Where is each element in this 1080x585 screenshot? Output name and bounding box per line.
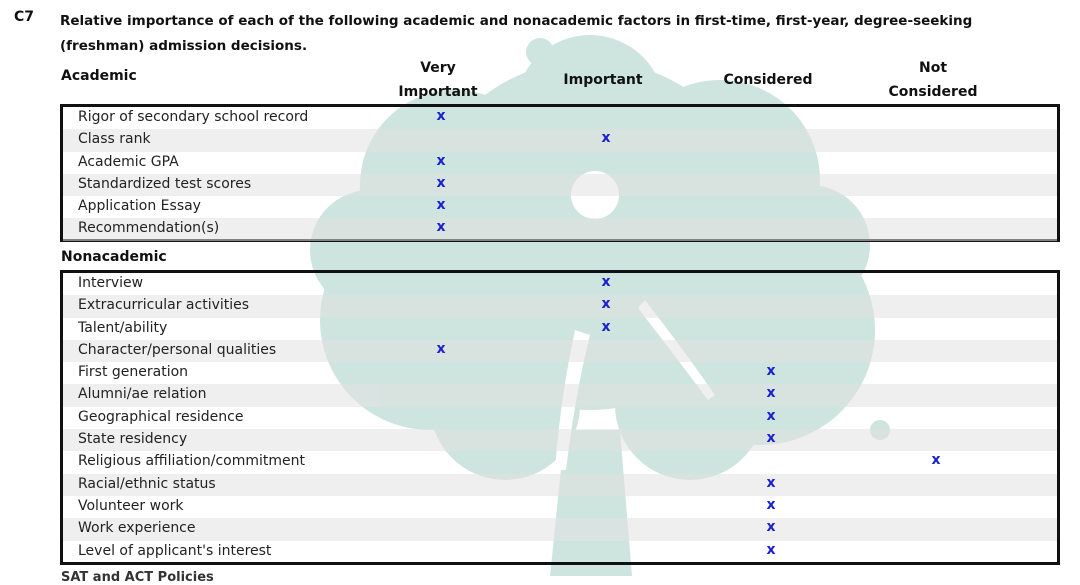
- rating-mark: x: [766, 519, 776, 536]
- rating-mark: x: [766, 496, 776, 513]
- rating-mark: x: [601, 130, 611, 147]
- rating-mark: x: [766, 541, 776, 558]
- next-section-heading: SAT and ACT Policies: [61, 570, 214, 585]
- rating-mark: x: [601, 296, 611, 313]
- factor-row: [63, 518, 1057, 540]
- factor-label: Interview: [78, 275, 144, 291]
- column-header-considered: Considered: [723, 72, 813, 88]
- rating-mark: x: [601, 318, 611, 335]
- factor-row: [63, 107, 1057, 129]
- factor-row: [63, 273, 1057, 295]
- rating-mark: x: [766, 430, 776, 447]
- rating-mark: x: [601, 274, 611, 290]
- factor-label: Level of applicant's interest: [78, 542, 272, 559]
- factor-label: Religious affiliation/commitment: [78, 453, 305, 470]
- factor-row: [63, 340, 1057, 362]
- factor-row: [63, 496, 1057, 518]
- rating-mark: x: [436, 219, 446, 236]
- factor-row: [63, 174, 1057, 196]
- nonacademic-factors-table: [60, 270, 1060, 565]
- factor-label: Standardized test scores: [78, 175, 252, 192]
- nonacademic-header: Nonacademic: [61, 249, 167, 265]
- factor-label: State residency: [78, 431, 188, 448]
- rating-mark: x: [766, 385, 776, 402]
- factor-row: [63, 295, 1057, 317]
- factor-row: [63, 318, 1057, 340]
- question-text: Relative importance of each of the following academic and nonacademic factors in first-time, first-year, degree-seeking (freshman) admission decisions.: [60, 13, 973, 54]
- factor-label: Alumni/ae relation: [78, 386, 207, 403]
- factor-label: Class rank: [78, 131, 151, 148]
- factor-label: Character/personal qualities: [78, 341, 277, 358]
- rating-mark: x: [436, 174, 446, 191]
- factor-row: [63, 429, 1057, 451]
- rating-mark: x: [766, 474, 776, 491]
- factor-label: First generation: [78, 364, 189, 381]
- factor-label: Recommendation(s): [78, 220, 220, 237]
- factor-label: Rigor of secondary school record: [78, 109, 309, 125]
- factor-label: Extracurricular activities: [78, 297, 250, 314]
- factor-row: [63, 362, 1057, 384]
- question-id: C7: [14, 9, 35, 25]
- column-header-important: Important: [563, 72, 643, 88]
- column-header-not-considered: Not Considered: [888, 60, 978, 100]
- rating-mark: x: [766, 407, 776, 424]
- rating-mark: x: [931, 452, 941, 469]
- academic-factors-table: [60, 104, 1060, 242]
- factor-label: Volunteer work: [78, 497, 184, 514]
- factor-label: Talent/ability: [78, 319, 168, 336]
- factor-label: Geographical residence: [78, 408, 244, 425]
- factor-label: Application Essay: [78, 198, 201, 215]
- factor-row: [63, 152, 1057, 174]
- rating-mark: x: [436, 340, 446, 357]
- rating-mark: x: [436, 197, 446, 214]
- factor-row: [63, 129, 1057, 151]
- factor-label: Racial/ethnic status: [78, 475, 216, 492]
- rating-mark: x: [766, 363, 776, 380]
- academic-header: Academic: [61, 68, 137, 84]
- factor-label: Work experience: [78, 520, 196, 537]
- factor-label: Academic GPA: [78, 153, 179, 170]
- column-header-very-important: Very Important: [398, 60, 478, 100]
- factor-row: [63, 541, 1057, 563]
- rating-mark: x: [436, 152, 446, 169]
- rating-mark: x: [436, 108, 446, 124]
- factor-row: [63, 451, 1057, 473]
- factor-row: [63, 196, 1057, 218]
- factor-row: [63, 474, 1057, 496]
- factor-row: [63, 384, 1057, 406]
- factor-row: [63, 407, 1057, 429]
- factor-row: [63, 218, 1057, 240]
